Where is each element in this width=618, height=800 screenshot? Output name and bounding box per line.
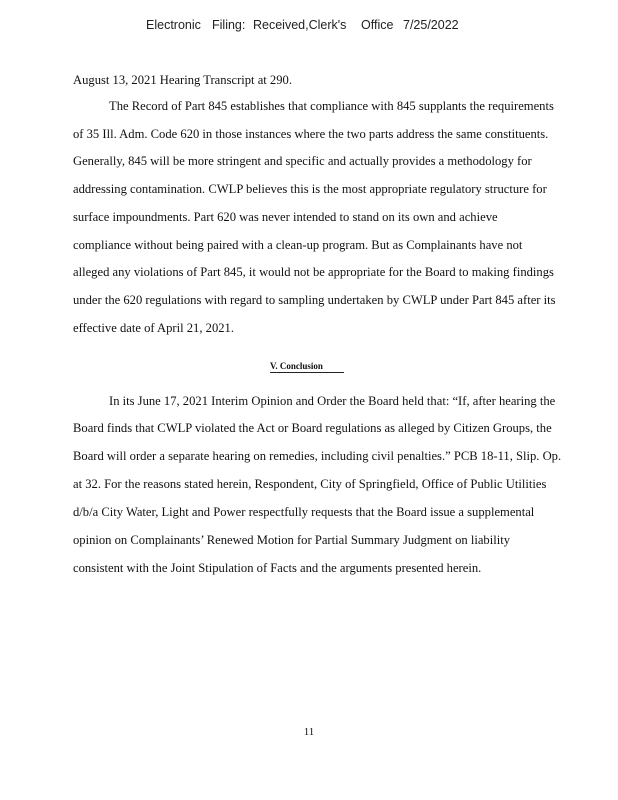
body-line: August 13, 2021 Hearing Transcript at 290.	[73, 73, 292, 87]
body-line: of 35 Ill. Adm. Code 620 in those instances where the two parts address the same constituents.	[73, 127, 549, 141]
body-line: under the 620 regulations with regard to sampling undertaken by CWLP under Part 845 after its	[73, 293, 556, 307]
page-number: 11	[303, 726, 315, 738]
body-line: consistent with the Joint Stipulation of Facts and the arguments presented herein.	[73, 561, 482, 575]
body-line: alleged any violations of Part 845, it would not be appropriate for the Board to making findings	[73, 265, 554, 279]
section-heading: V. Conclusion	[270, 361, 344, 373]
body-line: Board finds that CWLP violated the Act or Board regulations as alleged by Citizen Groups, the	[73, 421, 552, 435]
body-line: Generally, 845 will be more stringent and specific and actually provides a methodology for	[73, 154, 532, 168]
stamp-electronic: Electronic	[146, 18, 201, 32]
body-line: surface impoundments. Part 620 was never intended to stand on its own and achieve	[73, 210, 498, 224]
body-line: The Record of Part 845 establishes that compliance with 845 supplants the requirements	[109, 99, 554, 113]
stamp-date: 7/25/2022	[403, 18, 459, 32]
stamp-office: Office	[361, 18, 394, 32]
body-line: Board will order a separate hearing on remedies, including civil penalties.” PCB 18-11, Slip. Op.	[73, 449, 562, 463]
body-line: In its June 17, 2021 Interim Opinion and Order the Board held that: “If, after hearing the	[109, 394, 556, 408]
stamp-received: Received,Clerk's	[253, 18, 347, 32]
body-line: addressing contamination. CWLP believes this is the most appropriate regulatory structure for	[73, 182, 547, 196]
body-line: opinion on Complainants’ Renewed Motion for Partial Summary Judgment on liability	[73, 533, 510, 547]
body-line: effective date of April 21, 2021.	[73, 321, 234, 335]
stamp-filing: Filing:	[212, 18, 246, 32]
body-line: at 32. For the reasons stated herein, Respondent, City of Springfield, Office of Public Utilities	[73, 477, 547, 491]
body-line: compliance without being paired with a clean-up program. But as Complainants have not	[73, 238, 523, 252]
body-line: d/b/a City Water, Light and Power respectfully requests that the Board issue a supplemental	[73, 505, 535, 519]
